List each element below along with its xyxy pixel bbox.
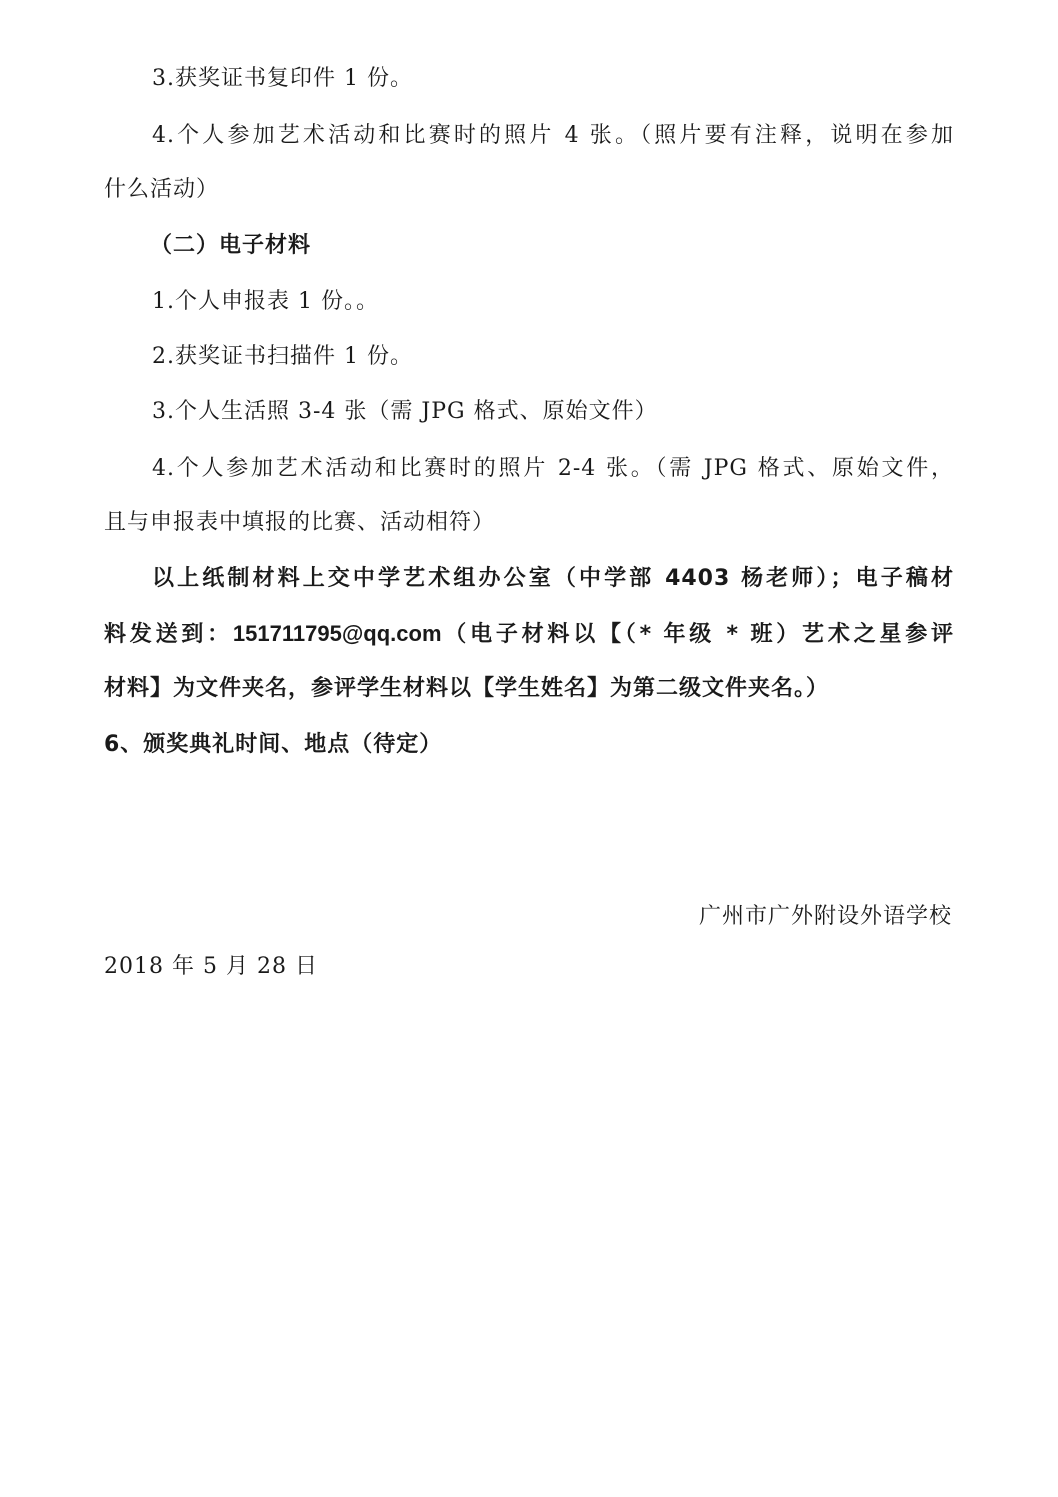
electronic-item-2: 2.获奖证书扫描件 1 份。: [152, 344, 413, 369]
electronic-materials-heading: （二）电子材料: [150, 233, 312, 258]
electronic-item-4-line-2: 且与申报表中填报的比赛、活动相符）: [104, 510, 496, 535]
signature-date: 2018 年 5 月 28 日: [104, 954, 318, 979]
submission-line-2-prefix: 料发送到：: [104, 622, 233, 647]
paper-item-3: 3.获奖证书复印件 1 份。: [152, 66, 413, 91]
electronic-item-1: 1.个人申报表 1 份。。: [152, 289, 379, 314]
section-6-heading: 6、颁奖典礼时间、地点（待定）: [104, 732, 443, 757]
paper-item-4-line-1: 4.个人参加艺术活动和比赛时的照片 4 张。（照片要有注释，说明在参加: [152, 123, 954, 148]
submission-email: 151711795@qq.com: [232, 621, 442, 646]
electronic-item-3: 3.个人生活照 3-4 张（需 JPG 格式、原始文件）: [152, 399, 658, 424]
submission-line-3: 材料】为文件夹名，参评学生材料以【学生姓名】为第二级文件夹名。）: [104, 676, 830, 701]
school-signature: 广州市广外附设外语学校: [698, 904, 952, 929]
submission-line-2: [104, 619, 954, 650]
electronic-item-4-line-1: 4.个人参加艺术活动和比赛时的照片 2-4 张。（需 JPG 格式、原始文件，: [152, 456, 954, 481]
paper-item-4-line-2: 什么活动）: [104, 177, 220, 202]
submission-line-1: 以上纸制材料上交中学艺术组办公室（中学部 4403 杨老师）；电子稿材: [152, 566, 954, 591]
submission-line-2-suffix: （电子材料以【（* 年级 * 班）艺术之星参评: [441, 622, 954, 647]
